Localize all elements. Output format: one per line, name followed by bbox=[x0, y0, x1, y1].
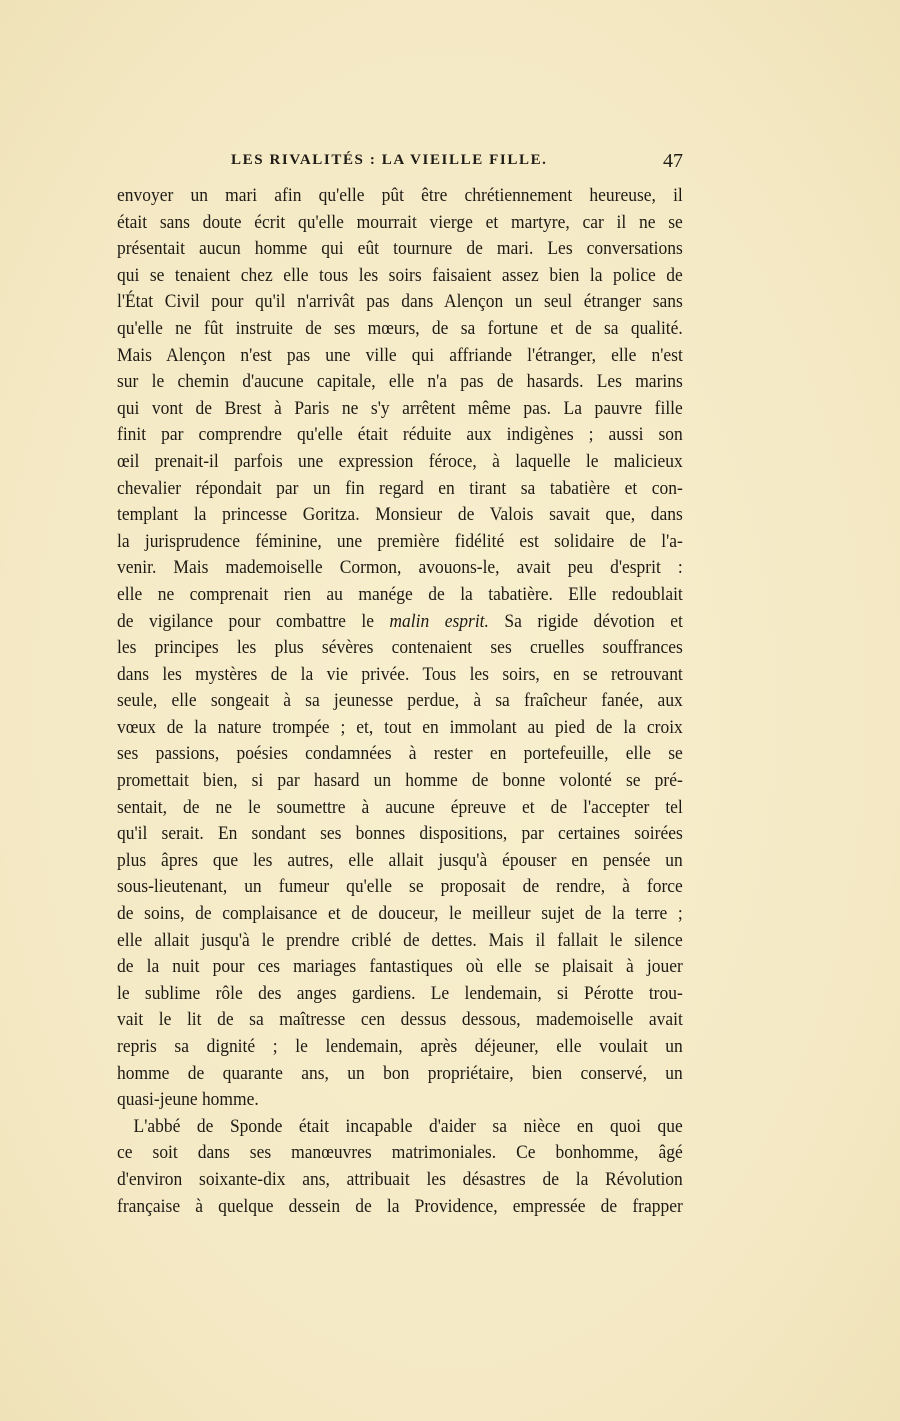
text-line: seule, elle songeait à sa jeunesse perdue, à sa fraîcheur fanée, aux bbox=[117, 690, 683, 712]
text-line: ce soit dans ses manœuvres matrimoniales. Ce bonhomme, âgé bbox=[117, 1142, 683, 1164]
running-title: LES RIVALITÉS : LA VIEILLE FILLE. bbox=[231, 152, 548, 168]
text-line: ses passions, poésies condamnées à rester en portefeuille, elle se bbox=[117, 743, 683, 765]
text-line: de la nuit pour ces mariages fantastiques où elle se plaisait à jouer bbox=[117, 956, 683, 978]
text-line: les principes les plus sévères contenaient ses cruelles souffrances bbox=[117, 637, 683, 659]
text-line: quasi-jeune homme. bbox=[117, 1089, 259, 1111]
text-line: vœux de la nature trompée ; et, tout en immolant au pied de la croix bbox=[117, 716, 683, 738]
text-line: qu'elle ne fût instruite de ses mœurs, de sa fortune et de sa qualité. bbox=[117, 317, 683, 339]
text-line: elle ne comprenait rien au manége de la tabatière. Elle redoublait bbox=[117, 583, 683, 605]
text-line: qu'il serait. En sondant ses bonnes dispositions, par certaines soirées bbox=[117, 823, 683, 845]
text-line: venir. Mais mademoiselle Cormon, avouons-le, avait peu d'esprit : bbox=[117, 557, 683, 579]
body-text bbox=[117, 183, 683, 1220]
text-line: de soins, de complaisance et de douceur, le meilleur sujet de la terre ; bbox=[117, 903, 683, 925]
text-line: qui vont de Brest à Paris ne s'y arrêtent même pas. La pauvre fille bbox=[117, 397, 683, 419]
text-line: envoyer un mari afin qu'elle pût être chrétiennement heureuse, il bbox=[117, 185, 683, 206]
text-line: homme de quarante ans, un bon propriétaire, bien conservé, un bbox=[117, 1062, 683, 1084]
text-segment: Sa rigide dévotion et bbox=[504, 610, 683, 632]
text-line: d'environ soixante-dix ans, attribuait les désastres de la Révolution bbox=[117, 1168, 683, 1190]
text-line: sur le chemin d'aucune capitale, elle n'a pas de hasards. Les marins bbox=[117, 371, 683, 393]
text-line: promettait bien, si par hasard un homme de bonne volonté se pré- bbox=[117, 770, 683, 792]
text-line: présentait aucun homme qui eût tournure de mari. Les conversations bbox=[117, 238, 683, 260]
text-line: sous-lieutenant, un fumeur qu'elle se proposait de rendre, à force bbox=[117, 876, 683, 898]
text-line: vait le lit de sa maîtresse cen dessus dessous, mademoiselle avait bbox=[117, 1009, 683, 1031]
text-line: templant la princesse Goritza. Monsieur de Valois savait que, dans bbox=[117, 504, 683, 526]
text-line: L'abbé de Sponde était incapable d'aider sa nièce en quoi que bbox=[133, 1115, 683, 1137]
text-line: le sublime rôle des anges gardiens. Le lendemain, si Pérotte trou- bbox=[117, 982, 683, 1004]
page-number: 47 bbox=[663, 150, 683, 172]
italic-phrase: malin esprit. bbox=[389, 610, 489, 632]
text-line: Mais Alençon n'est pas une ville qui affriande l'étranger, elle n'est bbox=[117, 344, 683, 366]
text-line: qui se tenaient chez elle tous les soirs faisaient assez bien la police de bbox=[117, 264, 683, 286]
text-line: plus âpres que les autres, elle allait jusqu'à épouser en pensée un bbox=[117, 849, 683, 871]
text-line: finit par comprendre qu'elle était réduite aux indigènes ; aussi son bbox=[117, 424, 683, 446]
text-line: sentait, de ne le soumettre à aucune épreuve et de l'accepter tel bbox=[117, 796, 683, 818]
text-segment: de vigilance pour combattre le bbox=[117, 610, 374, 632]
text-line: française à quelque dessein de la Providence, empressée de frapper bbox=[117, 1195, 683, 1217]
text-line: était sans doute écrit qu'elle mourrait vierge et martyre, car il ne se bbox=[117, 211, 683, 233]
text-line: elle allait jusqu'à le prendre criblé de dettes. Mais il fallait le silence bbox=[117, 929, 683, 951]
page-header bbox=[117, 150, 683, 176]
text-line: l'État Civil pour qu'il n'arrivât pas dans Alençon un seul étranger sans bbox=[117, 291, 683, 313]
text-line: repris sa dignité ; le lendemain, après déjeuner, elle voulait un bbox=[117, 1036, 683, 1057]
text-line: dans les mystères de la vie privée. Tous les soirs, en se retrouvant bbox=[117, 663, 683, 685]
text-line bbox=[117, 609, 683, 636]
text-line: œil prenait-il parfois une expression féroce, à laquelle le malicieux bbox=[117, 450, 683, 472]
text-line: chevalier répondait par un fin regard en tirant sa tabatière et con- bbox=[117, 477, 683, 499]
text-line: la jurisprudence féminine, une première fidélité est solidaire de l'a- bbox=[117, 530, 683, 552]
